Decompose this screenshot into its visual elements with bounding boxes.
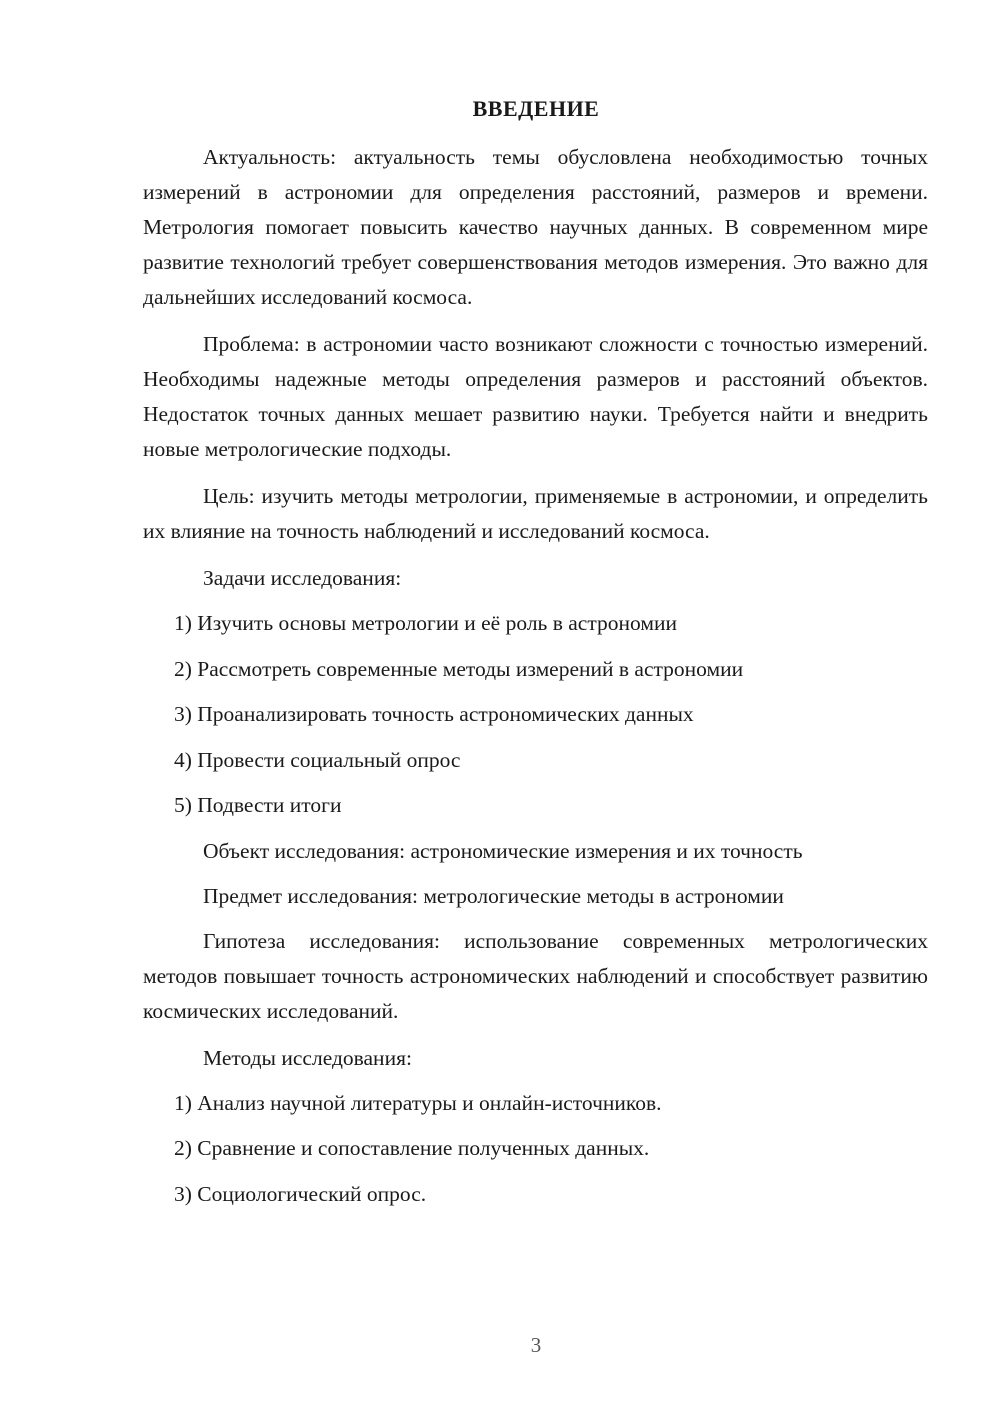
page-number: 3 bbox=[530, 1333, 542, 1357]
tasks-heading: Задачи исследования: bbox=[203, 566, 402, 590]
methods-heading: Методы исследования: bbox=[203, 1045, 412, 1070]
list-item: 2) Сравнение и сопоставление полученных данных. bbox=[174, 1136, 650, 1160]
methods-list bbox=[143, 1086, 928, 1212]
list-item: 5) Подвести итоги bbox=[174, 793, 342, 817]
list-item: 1) Анализ научной литературы и онлайн-источников. bbox=[174, 1090, 662, 1115]
goal-paragraph: Цель: изучить методы метрологии, применяемые в астрономии, и определить их влияние на точность наблюдений и исследований космоса. bbox=[143, 484, 928, 543]
list-item: 3) Проанализировать точность астрономических данных bbox=[174, 702, 694, 726]
list-item: 1) Изучить основы метрологии и её роль в астрономии bbox=[174, 611, 677, 635]
subject-line: Предмет исследования: метрологические методы в астрономии bbox=[203, 883, 784, 908]
page-title: ВВЕДЕНИЕ bbox=[472, 96, 600, 121]
relevance-paragraph: Актуальность: актуальность темы обусловлена необходимостью точных измерений в астрономии для определения расстояний, размеров и времени. Метрология помогает повысить качество научных данных. В современном мире развитие технологий требует совершенствования методов измерения. Это важно для дальнейших исследований космоса. bbox=[143, 145, 928, 309]
list-item: 2) Рассмотреть современные методы измерений в астрономии bbox=[174, 656, 744, 681]
hypothesis-paragraph: Гипотеза исследования: использование современных метрологических методов повышает точность астрономических наблюдений и способствует развитию космических исследований. bbox=[143, 928, 928, 1023]
object-line: Объект исследования: астрономические измерения и их точность bbox=[203, 838, 803, 863]
list-item: 4) Провести социальный опрос bbox=[174, 747, 461, 772]
problem-paragraph: Проблема: в астрономии часто возникают сложности с точностью измерений. Необходимы надежные методы определения размеров и расстояний объектов. Недостаток точных данных мешает развитию науки. Требуется найти и внедрить новые метрологические подходы. bbox=[143, 332, 928, 461]
list-item: 3) Социологический опрос. bbox=[174, 1181, 427, 1206]
tasks-list bbox=[143, 606, 928, 823]
page-body bbox=[143, 140, 928, 1222]
